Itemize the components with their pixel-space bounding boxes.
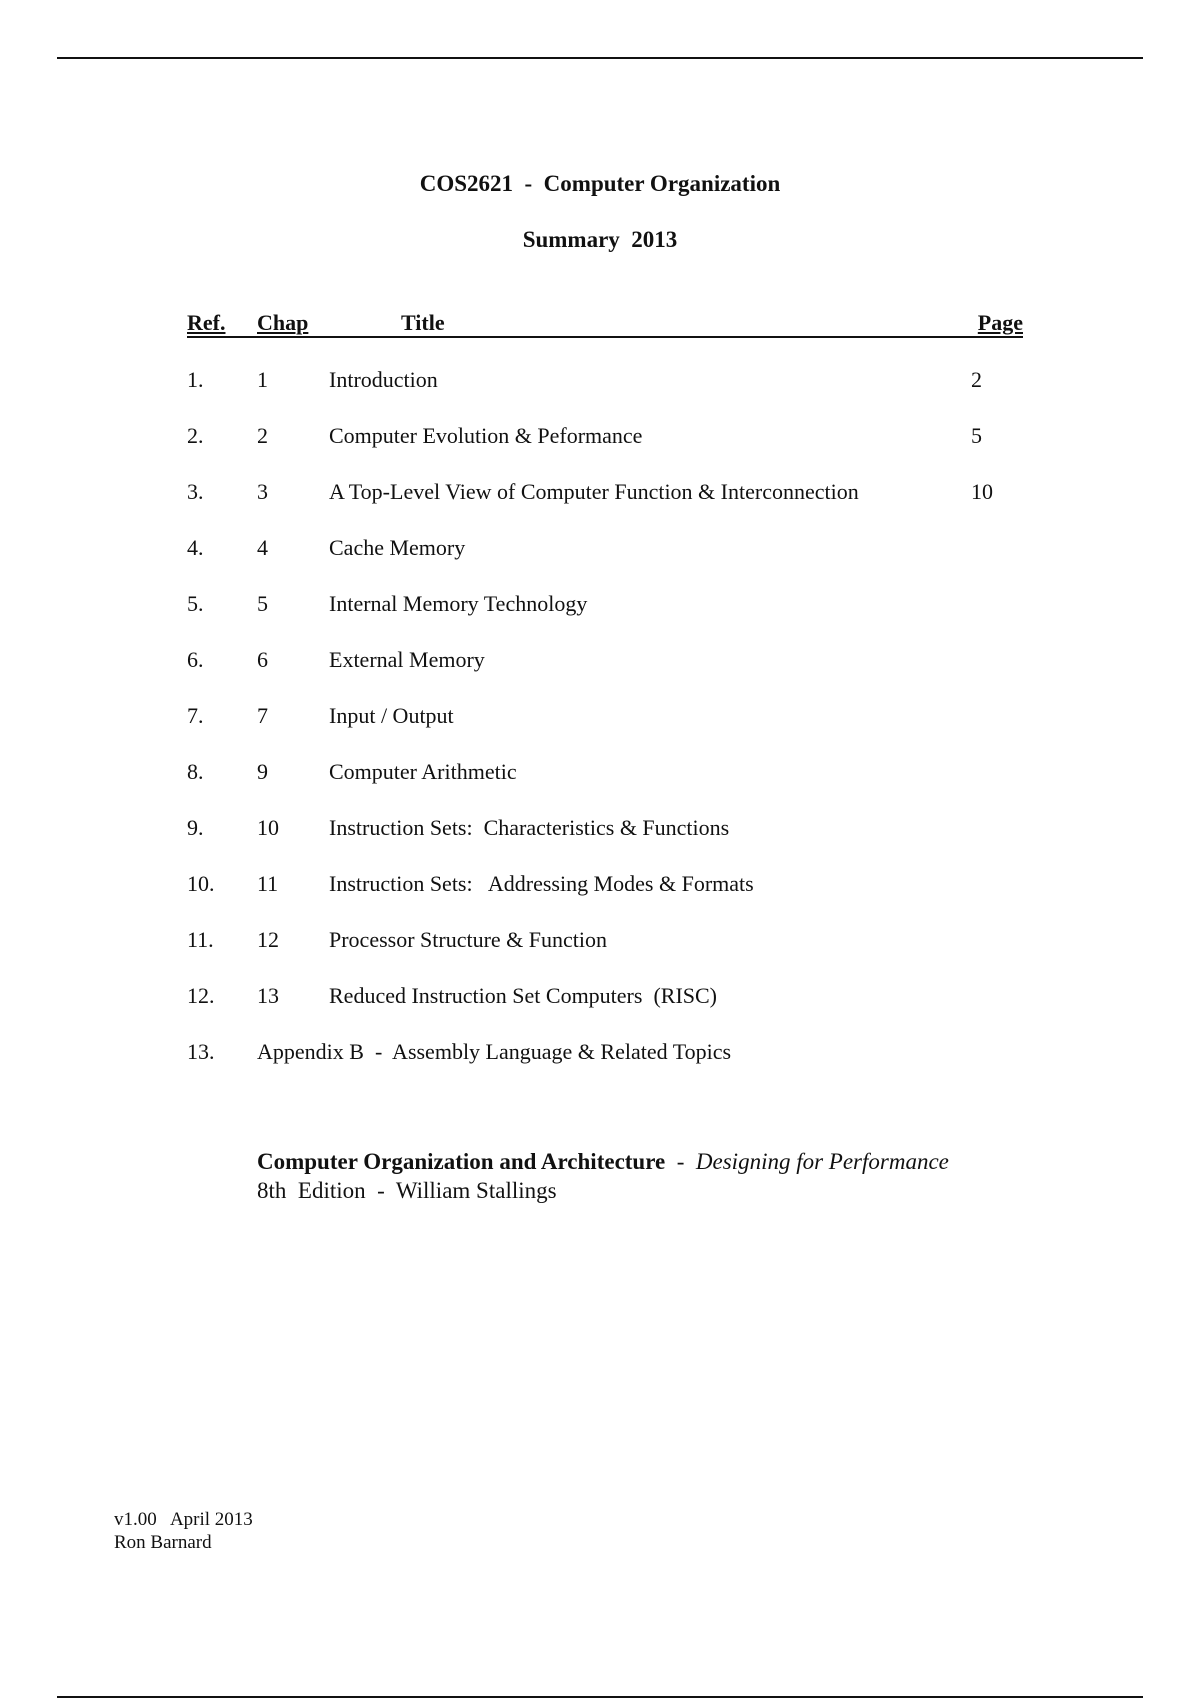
toc-ref: 12.: [187, 983, 215, 1008]
toc-header-page: Page: [977, 310, 1023, 335]
toc-row: [187, 759, 1023, 815]
toc-row: [187, 927, 1023, 983]
toc-ref: 7.: [187, 703, 204, 728]
toc-chap: 5: [257, 591, 268, 616]
toc-row: [187, 479, 1023, 535]
toc-title: Instruction Sets: Characteristics & Functions: [329, 815, 730, 840]
toc-chap: 13: [257, 983, 279, 1008]
toc-chap: 11: [257, 871, 279, 896]
toc-title: Input / Output: [329, 703, 454, 728]
book-edition: 8th Edition - William Stallings: [257, 1178, 557, 1203]
toc-row: [187, 423, 1023, 479]
toc-ref: 9.: [187, 815, 204, 840]
toc-title: Reduced Instruction Set Computers (RISC): [329, 983, 718, 1008]
toc-title: External Memory: [329, 647, 485, 672]
toc-row: [187, 983, 1023, 1039]
toc-ref: 2.: [187, 423, 204, 448]
toc-header-ref: Ref.: [187, 310, 226, 335]
toc-page: 5: [971, 423, 982, 448]
toc-title: Computer Arithmetic: [329, 759, 517, 784]
top-rule: [57, 57, 1143, 59]
toc-chap: 1: [257, 367, 268, 392]
toc-chap: 2: [257, 423, 268, 448]
toc-header-chap: Chap: [257, 310, 309, 335]
toc-header-title: Title: [401, 310, 445, 335]
toc-ref: 5.: [187, 591, 204, 616]
author-name: Ron Barnard: [114, 1532, 212, 1553]
toc-ref: 4.: [187, 535, 204, 560]
toc-title: Computer Evolution & Peformance: [329, 423, 643, 448]
toc-row: [187, 703, 1023, 759]
toc-row: [187, 871, 1023, 927]
toc-title: Internal Memory Technology: [329, 591, 588, 616]
toc-row-appendix: [187, 1039, 1023, 1095]
course-title: COS2621 - Computer Organization: [419, 171, 781, 196]
document-subtitle: Summary 2013: [522, 227, 678, 252]
toc-row: [187, 535, 1023, 591]
toc-ref: 8.: [187, 759, 204, 784]
toc-chap: 3: [257, 479, 268, 504]
toc-chap: 7: [257, 703, 268, 728]
toc-title: Processor Structure & Function: [329, 927, 608, 952]
version-info: [114, 1508, 253, 1554]
toc-list: [187, 367, 1023, 1095]
toc-title: Introduction: [329, 367, 438, 392]
toc-ref: 11.: [187, 927, 214, 952]
toc-ref: 10.: [187, 871, 215, 896]
toc-header: [187, 310, 1023, 338]
toc-chap: 10: [257, 815, 279, 840]
toc-row: [187, 367, 1023, 423]
toc-title: Cache Memory: [329, 535, 466, 560]
toc-chap: 4: [257, 535, 268, 560]
toc-chap: 12: [257, 927, 279, 952]
toc-ref: 6.: [187, 647, 204, 672]
toc-row: [187, 591, 1023, 647]
toc-row: [187, 815, 1023, 871]
toc-chap: 6: [257, 647, 268, 672]
toc-page: 2: [971, 367, 982, 392]
book-reference: [257, 1147, 949, 1205]
toc-page: 10: [971, 479, 993, 504]
book-subtitle: Designing for Performance: [695, 1149, 949, 1174]
toc-title: Instruction Sets: Addressing Modes & Formats: [329, 871, 754, 896]
toc-row: [187, 647, 1023, 703]
book-title: Computer Organization and Architecture: [257, 1149, 666, 1174]
bottom-rule: [57, 1696, 1143, 1698]
toc-ref: 3.: [187, 479, 204, 504]
version-line: v1.00 April 2013: [114, 1509, 253, 1530]
toc-title: A Top-Level View of Computer Function & Interconnection: [329, 479, 859, 504]
book-separator: -: [665, 1149, 696, 1174]
toc-ref: 13.: [187, 1039, 215, 1064]
toc-chap: 9: [257, 759, 268, 784]
toc-appendix-title: Appendix B - Assembly Language & Related Topics: [257, 1039, 732, 1064]
toc-ref: 1.: [187, 367, 204, 392]
